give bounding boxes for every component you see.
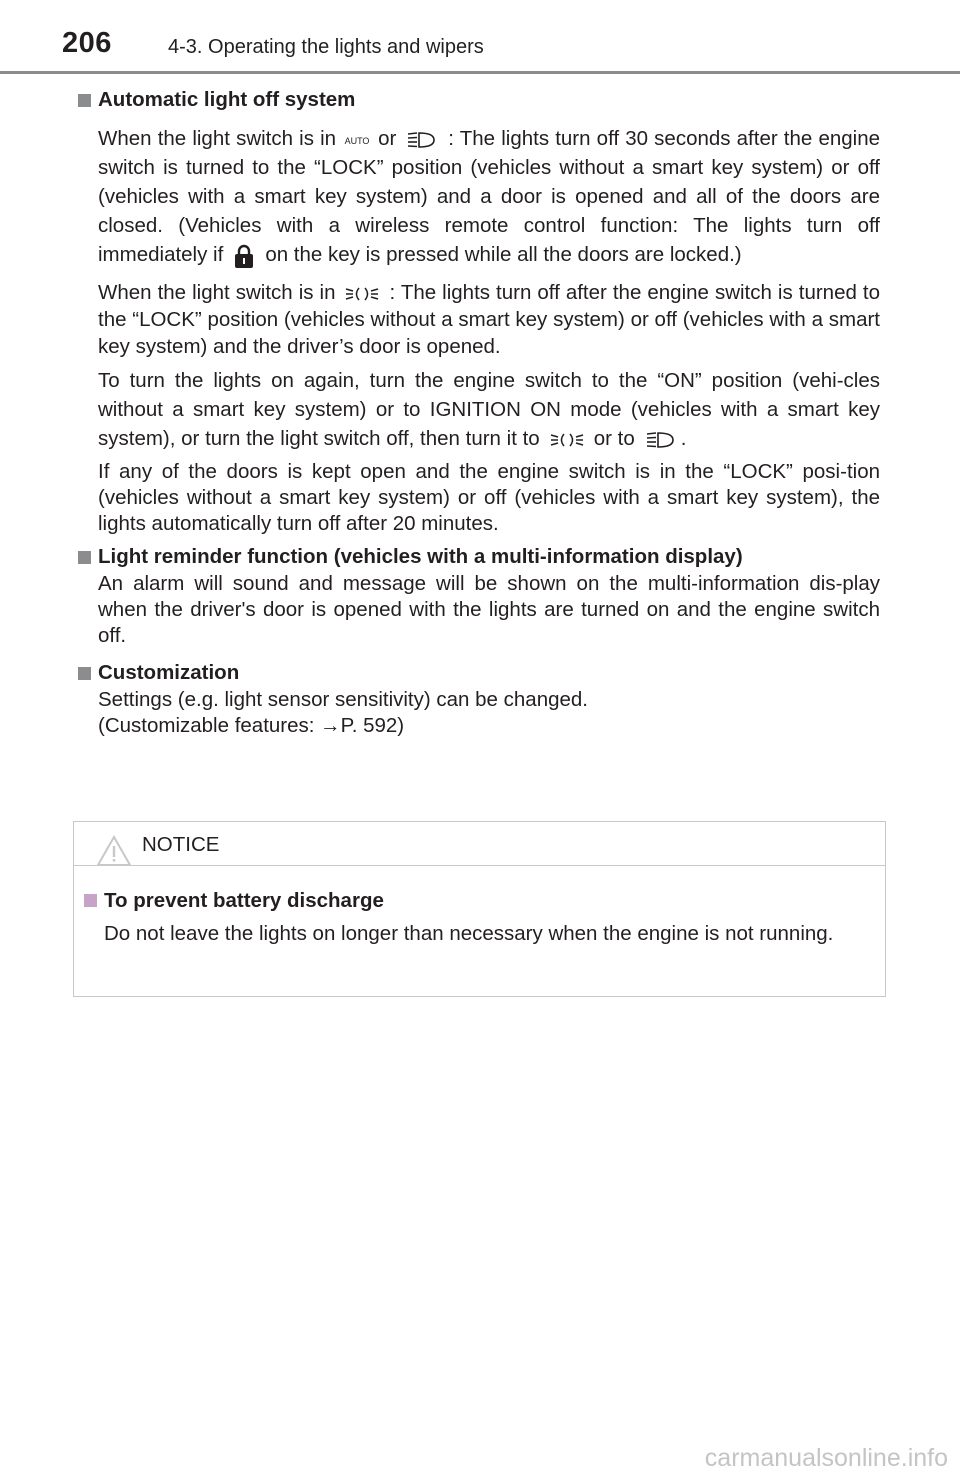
section-title: Light reminder function (vehicles with a multi-information display) [98,545,743,568]
notice-title: To prevent battery discharge [84,888,870,914]
tail-light-icon [345,285,379,303]
customization-line-1: Settings (e.g. light sensor sensitivity) can be changed. [98,688,588,711]
notice-header [74,822,885,866]
auto-icon [346,133,368,147]
section-bullet [78,94,91,107]
header-rule [0,71,960,74]
customization-line-2: (Customizable features: →P. 592) [98,714,405,737]
paragraph-reminder: An alarm will sound and message will be shown on the multi-information dis-play when the driver's door is opened with the lights are turned on and the engine switch off. [98,572,880,647]
notice-text: Do not leave the lights on longer than necessary when the engine is not running. [104,922,834,945]
lock-icon [233,243,255,269]
notice-label: NOTICE [142,833,220,856]
paragraph-tail-light: When the light switch is in : The lights turn off after the engine switch is turned to the “LOCK” position (vehicles without a smart key system) or off (vehicles with a smart key system) and the driver’s door is opened. [98,281,880,358]
section-bullet [78,667,91,680]
paragraph-doors-open: If any of the doors is kept open and the engine switch is in the “LOCK” posi-tion (vehicles without a smart key system) or off (vehicles with a smart key system), the lights automatically turn off after 20 minutes. [98,460,880,535]
main-content [78,86,880,739]
notice-body [84,888,870,947]
notice-box [73,821,886,997]
page-number: 206 [62,27,112,59]
section-title: Customization [98,661,240,684]
paragraph-auto-headlight: When the light switch is in AUTO or : The lights turn off 30 seconds after the engine switch is turned to the “LOCK” position (vehicles without a smart key system) or off (vehicles with a smart key system) and a door is opened and all of the doors are closed. (Vehicles with a wireless remote control function: The lights turn off immediately if on the key is pressed while all the doors are locked.) [98,124,880,269]
paragraph-turn-on-again: To turn the lights on again, turn the engine switch to the “ON” position (vehi-cles without a smart key system) or to IGNITION ON mode (vehicles with a smart key system), or turn the light switch off, then turn it to or to . [98,369,880,450]
chapter-title: 4-3. Operating the lights and wipers [168,36,484,58]
page-header [0,0,960,72]
headlight-icon [406,130,438,150]
section-automatic-light-off [78,86,880,114]
watermark: carmanualsonline.info [704,1444,948,1472]
headlight-icon [645,430,677,450]
tail-light-icon [550,431,584,449]
warning-triangle-icon [96,835,132,872]
section-title: Automatic light off system [98,88,356,111]
section-bullet [78,551,91,564]
svg-text:AUTO: AUTO [344,135,370,146]
section-light-reminder [78,543,880,571]
section-customization [78,659,880,687]
notice-bullet [84,894,97,907]
